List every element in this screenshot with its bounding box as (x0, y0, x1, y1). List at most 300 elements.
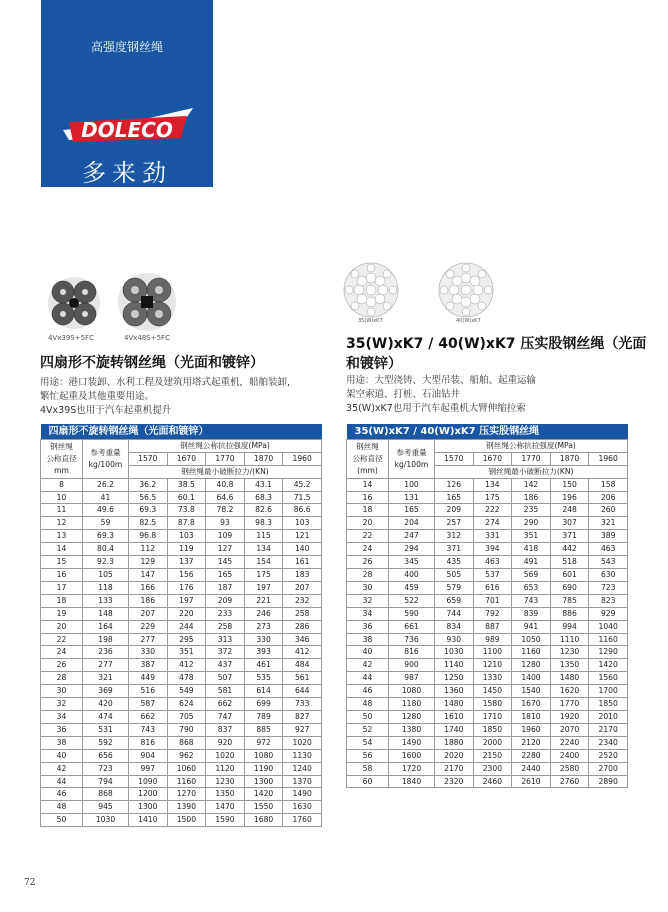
table-cell: 394 (473, 543, 512, 556)
table-cell: 1550 (244, 801, 283, 814)
table-cell: 1200 (129, 788, 168, 801)
table-cell: 616 (473, 581, 512, 594)
table-row (347, 517, 628, 530)
table-cell: 2320 (435, 775, 474, 788)
table-cell: 592 (83, 736, 129, 749)
table-cell: 1720 (389, 762, 435, 775)
force-header: 钢丝绳最小破断拉力/(KN) (129, 465, 322, 478)
table-cell: 12 (41, 517, 83, 530)
table-cell: 248 (550, 504, 589, 517)
table-cell: 522 (389, 594, 435, 607)
table-cell: 232 (283, 594, 322, 607)
table-cell: 86.6 (283, 504, 322, 517)
table-cell: 590 (389, 607, 435, 620)
table-cell: 1240 (283, 762, 322, 775)
caption-40wk7: 40(W)xK7 (456, 318, 481, 324)
table-cell: 307 (550, 517, 589, 530)
table-cell: 1590 (206, 814, 245, 827)
col-weight-header: 参考重量 kg/100m (83, 440, 129, 479)
table-row (347, 491, 628, 504)
table-cell: 927 (283, 723, 322, 736)
table-cell: 165 (435, 491, 474, 504)
table-cell: 823 (589, 594, 628, 607)
table-cell: 166 (129, 581, 168, 594)
table-cell: 1850 (473, 723, 512, 736)
table-row (41, 736, 322, 749)
table-cell: 10 (41, 491, 83, 504)
right-table-title: 35(W)xK7 / 40(W)xK7 压实股钢丝绳 (347, 424, 628, 440)
table-cell: 46 (41, 788, 83, 801)
table-cell: 20 (41, 620, 83, 633)
table-cell: 197 (244, 581, 283, 594)
caption-4v48s: 4Vx48S+5FC (124, 334, 170, 342)
table-cell: 601 (550, 569, 589, 582)
table-cell: 412 (167, 659, 206, 672)
table-cell: 150 (550, 478, 589, 491)
table-cell: 60 (347, 775, 389, 788)
table-cell: 587 (129, 698, 168, 711)
table-cell: 294 (389, 543, 435, 556)
table-row (347, 646, 628, 659)
table-cell: 134 (473, 478, 512, 491)
table-cell: 1300 (129, 801, 168, 814)
table-cell: 147 (129, 569, 168, 582)
table-cell: 295 (167, 633, 206, 646)
table-cell: 1370 (283, 775, 322, 788)
table-cell: 204 (389, 517, 435, 530)
table-cell: 997 (129, 762, 168, 775)
table-cell: 82.6 (244, 504, 283, 517)
table-cell: 186 (512, 491, 551, 504)
table-cell: 834 (435, 620, 474, 633)
table-cell: 733 (283, 698, 322, 711)
table-cell: 2070 (550, 723, 589, 736)
grade-1870: 1870 (550, 452, 589, 465)
table-row (41, 698, 322, 711)
table-cell: 1390 (167, 801, 206, 814)
table-cell: 121 (283, 530, 322, 543)
table-cell: 221 (244, 594, 283, 607)
table-cell: 1080 (244, 749, 283, 762)
table-cell: 321 (589, 517, 628, 530)
table-row (347, 685, 628, 698)
table-cell: 1160 (589, 633, 628, 646)
table-cell: 941 (512, 620, 551, 633)
table-row (41, 478, 322, 491)
col-diameter-header: 钢丝绳 公称直径 mm (41, 440, 83, 479)
table-cell: 19 (41, 607, 83, 620)
table-cell: 28 (347, 569, 389, 582)
table-cell: 624 (167, 698, 206, 711)
table-cell: 705 (167, 710, 206, 723)
table-row (41, 530, 322, 543)
table-cell: 207 (283, 581, 322, 594)
table-row (347, 698, 628, 711)
col-diameter-header: 钢丝绳 公称直径 (mm) (347, 440, 389, 479)
table-cell: 30 (347, 581, 389, 594)
table-cell: 656 (83, 749, 129, 762)
table-cell: 516 (129, 685, 168, 698)
table-cell: 26 (41, 659, 83, 672)
table-cell: 24 (41, 646, 83, 659)
table-cell: 904 (129, 749, 168, 762)
table-cell: 2460 (473, 775, 512, 788)
table-cell: 690 (550, 581, 589, 594)
table-cell: 614 (244, 685, 283, 698)
table-cell: 1920 (550, 710, 589, 723)
brand-banner (41, 0, 213, 187)
table-cell: 140 (283, 543, 322, 556)
table-cell: 52 (347, 723, 389, 736)
table-cell: 277 (129, 633, 168, 646)
table-cell: 40 (347, 646, 389, 659)
table-cell: 827 (283, 710, 322, 723)
table-cell: 277 (83, 659, 129, 672)
table-cell: 246 (244, 607, 283, 620)
table-cell: 78.2 (206, 504, 245, 517)
left-table-title: 四扇形不旋转钢丝绳（光面和镀锌） (41, 424, 322, 440)
table-cell: 158 (589, 478, 628, 491)
table-cell: 209 (206, 594, 245, 607)
table-cell: 887 (473, 620, 512, 633)
table-cell: 412 (283, 646, 322, 659)
table-cell: 389 (589, 530, 628, 543)
table-cell: 2280 (512, 749, 551, 762)
table-cell: 579 (435, 581, 474, 594)
table-cell: 505 (435, 569, 474, 582)
table-cell: 1420 (589, 659, 628, 672)
table-cell: 491 (512, 556, 551, 569)
table-row (347, 543, 628, 556)
table-cell: 187 (206, 581, 245, 594)
table-cell: 165 (206, 569, 245, 582)
table-cell: 418 (512, 543, 551, 556)
table-cell: 351 (167, 646, 206, 659)
table-cell: 1700 (589, 685, 628, 698)
table-cell: 233 (206, 607, 245, 620)
table-cell: 56 (347, 749, 389, 762)
table-cell: 34 (41, 710, 83, 723)
table-cell: 14 (41, 543, 83, 556)
table-cell: 87.8 (167, 517, 206, 530)
table-cell: 331 (473, 530, 512, 543)
table-row (347, 581, 628, 594)
rope-4v48s-image (117, 272, 177, 332)
table-cell: 1450 (473, 685, 512, 698)
table-cell: 920 (206, 736, 245, 749)
left-usage (40, 376, 297, 418)
table-row (41, 788, 322, 801)
table-cell: 2000 (473, 736, 512, 749)
table-row (347, 504, 628, 517)
table-cell: 543 (589, 556, 628, 569)
table-cell: 112 (129, 543, 168, 556)
table-cell: 38 (347, 633, 389, 646)
table-cell: 792 (473, 607, 512, 620)
table-cell: 127 (206, 543, 245, 556)
table-row (347, 775, 628, 788)
table-cell: 197 (167, 594, 206, 607)
table-row (41, 775, 322, 788)
table-cell: 789 (244, 710, 283, 723)
table-cell: 886 (550, 607, 589, 620)
table-cell: 118 (83, 581, 129, 594)
grade-1770: 1770 (206, 452, 245, 465)
table-cell: 2400 (550, 749, 589, 762)
table-cell: 351 (512, 530, 551, 543)
rope-40wk7-image (438, 262, 494, 318)
caption-35wk7: 35(W)xK7 (358, 318, 383, 324)
table-cell: 1500 (167, 814, 206, 827)
table-cell: 286 (283, 620, 322, 633)
table-cell: 235 (512, 504, 551, 517)
table-cell: 372 (206, 646, 245, 659)
table-cell: 885 (244, 723, 283, 736)
table-cell: 449 (129, 672, 168, 685)
table-cell: 42 (41, 762, 83, 775)
table-cell: 330 (244, 633, 283, 646)
table-cell: 644 (283, 685, 322, 698)
table-cell: 1770 (550, 698, 589, 711)
table-cell: 119 (167, 543, 206, 556)
table-cell: 175 (244, 569, 283, 582)
table-cell: 790 (167, 723, 206, 736)
table-cell: 2440 (512, 762, 551, 775)
table-cell: 105 (83, 569, 129, 582)
table-row (41, 646, 322, 659)
grade-header: 钢丝绳公称抗拉强度(MPa) (435, 440, 628, 453)
table-cell: 18 (347, 504, 389, 517)
table-cell: 68.3 (244, 491, 283, 504)
table-cell: 1060 (167, 762, 206, 775)
table-row (41, 762, 322, 775)
table-cell: 661 (389, 620, 435, 633)
table-row (347, 710, 628, 723)
page-number: 72 (24, 878, 36, 888)
table-cell: 1020 (206, 749, 245, 762)
right-heading-line2: 和镀锌） (346, 356, 402, 372)
right-heading-line1: 35(W)xK7 / 40(W)xK7 压实股钢丝绳（光面 (346, 336, 647, 352)
table-cell: 321 (83, 672, 129, 685)
table-cell: 247 (389, 530, 435, 543)
table-cell: 1250 (435, 672, 474, 685)
table-cell: 1400 (512, 672, 551, 685)
rope-35wk7-image (343, 262, 399, 318)
table-cell: 518 (550, 556, 589, 569)
table-cell: 18 (41, 594, 83, 607)
grade-1570: 1570 (129, 452, 168, 465)
table-cell: 868 (83, 788, 129, 801)
grade-header: 钢丝绳公称抗拉强度(MPa) (129, 440, 322, 453)
table-cell: 662 (206, 698, 245, 711)
table-cell: 183 (283, 569, 322, 582)
table-cell: 15 (41, 556, 83, 569)
table-cell: 145 (206, 556, 245, 569)
table-cell: 290 (512, 517, 551, 530)
table-cell: 1410 (129, 814, 168, 827)
table-cell: 98.3 (244, 517, 283, 530)
table-row (41, 659, 322, 672)
table-cell: 437 (206, 659, 245, 672)
table-cell: 2520 (589, 749, 628, 762)
table-cell: 41 (83, 491, 129, 504)
table-cell: 45.2 (283, 478, 322, 491)
table-cell: 659 (435, 594, 474, 607)
table-cell: 1110 (550, 633, 589, 646)
grade-1770: 1770 (512, 452, 551, 465)
table-cell: 1130 (283, 749, 322, 762)
table-cell: 196 (550, 491, 589, 504)
table-cell: 1380 (389, 723, 435, 736)
table-cell: 345 (389, 556, 435, 569)
table-cell: 989 (473, 633, 512, 646)
table-cell: 1560 (589, 672, 628, 685)
table-cell: 133 (83, 594, 129, 607)
table-cell: 148 (83, 607, 129, 620)
left-usage-line: 用途：港口装卸、水利工程及建筑用塔式起重机，船舶装卸， (40, 377, 297, 388)
table-cell: 1480 (550, 672, 589, 685)
table-cell: 1760 (283, 814, 322, 827)
table-cell: 244 (167, 620, 206, 633)
table-cell: 531 (83, 723, 129, 736)
table-cell: 484 (283, 659, 322, 672)
table-cell: 1840 (389, 775, 435, 788)
table-cell: 156 (167, 569, 206, 582)
table-cell: 34 (347, 607, 389, 620)
table-row (41, 556, 322, 569)
table-cell: 273 (244, 620, 283, 633)
grade-1960: 1960 (283, 452, 322, 465)
right-usage (346, 374, 536, 416)
table-cell: 229 (129, 620, 168, 633)
table-cell: 653 (512, 581, 551, 594)
table-cell: 17 (41, 581, 83, 594)
table-cell: 561 (283, 672, 322, 685)
table-cell: 1230 (206, 775, 245, 788)
table-row (347, 672, 628, 685)
table-cell: 1180 (389, 698, 435, 711)
table-cell: 2170 (435, 762, 474, 775)
table-cell: 461 (244, 659, 283, 672)
table-cell: 1210 (473, 659, 512, 672)
table-cell: 198 (83, 633, 129, 646)
table-cell: 962 (167, 749, 206, 762)
table-cell: 371 (550, 530, 589, 543)
table-cell: 142 (512, 478, 551, 491)
table-cell: 1160 (167, 775, 206, 788)
table-cell: 26 (347, 556, 389, 569)
table-row (41, 685, 322, 698)
table-cell: 16 (347, 491, 389, 504)
table-cell: 743 (512, 594, 551, 607)
table-cell: 93 (206, 517, 245, 530)
table-cell: 900 (389, 659, 435, 672)
table-cell: 569 (512, 569, 551, 582)
table-cell: 1280 (389, 710, 435, 723)
table-cell: 535 (244, 672, 283, 685)
table-row (41, 543, 322, 556)
table-cell: 459 (389, 581, 435, 594)
table-cell: 82.5 (129, 517, 168, 530)
table-row (41, 491, 322, 504)
table-cell: 36.2 (129, 478, 168, 491)
table-cell: 313 (206, 633, 245, 646)
table-cell: 972 (244, 736, 283, 749)
table-cell: 346 (283, 633, 322, 646)
table-cell: 69.3 (83, 530, 129, 543)
table-cell: 369 (83, 685, 129, 698)
table-cell: 48 (347, 698, 389, 711)
table-cell: 1030 (83, 814, 129, 827)
table-cell: 1360 (435, 685, 474, 698)
table-cell: 1610 (435, 710, 474, 723)
table-cell: 1040 (589, 620, 628, 633)
table-cell: 96.8 (129, 530, 168, 543)
table-cell: 1850 (589, 698, 628, 711)
table-cell: 206 (589, 491, 628, 504)
brand-cn-name: 多来劲 (82, 159, 172, 187)
table-row (347, 762, 628, 775)
table-cell: 30 (41, 685, 83, 698)
table-cell: 1020 (283, 736, 322, 749)
table-cell: 73.8 (167, 504, 206, 517)
table-cell: 1140 (435, 659, 474, 672)
table-cell: 1600 (389, 749, 435, 762)
table-cell: 400 (389, 569, 435, 582)
table-cell: 1710 (473, 710, 512, 723)
table-cell: 420 (83, 698, 129, 711)
table-cell: 723 (83, 762, 129, 775)
table-cell: 537 (473, 569, 512, 582)
table-cell: 794 (83, 775, 129, 788)
table-row (41, 569, 322, 582)
table-cell: 2340 (589, 736, 628, 749)
table-cell: 236 (83, 646, 129, 659)
table-cell: 1470 (206, 801, 245, 814)
right-usage-line: 用途：大型浇铸、大型吊装、船舶、起重运输 (346, 375, 537, 386)
table-cell: 32 (41, 698, 83, 711)
table-cell: 1300 (244, 775, 283, 788)
table-cell: 581 (206, 685, 245, 698)
grade-1870: 1870 (244, 452, 283, 465)
table-row (347, 620, 628, 633)
table-cell: 1080 (389, 685, 435, 698)
table-cell: 44 (347, 672, 389, 685)
table-cell: 1350 (206, 788, 245, 801)
table-cell: 274 (473, 517, 512, 530)
table-row (41, 504, 322, 517)
table-cell: 103 (167, 530, 206, 543)
table-cell: 945 (83, 801, 129, 814)
table-row (41, 749, 322, 762)
table-cell: 699 (244, 698, 283, 711)
right-spec-table (346, 424, 628, 788)
table-cell: 723 (589, 581, 628, 594)
table-cell: 312 (435, 530, 474, 543)
table-row (347, 659, 628, 672)
left-usage-line: 4Vx39S也用于汽车起重机提升 (40, 405, 172, 416)
force-header: 钢丝绳最小破断拉力(KN) (435, 465, 628, 478)
table-cell: 11 (41, 504, 83, 517)
table-cell: 40.8 (206, 478, 245, 491)
table-cell: 1190 (244, 762, 283, 775)
table-row (347, 530, 628, 543)
table-cell: 816 (129, 736, 168, 749)
table-cell: 36 (41, 723, 83, 736)
table-cell: 463 (589, 543, 628, 556)
table-cell: 2010 (589, 710, 628, 723)
table-cell: 1050 (512, 633, 551, 646)
